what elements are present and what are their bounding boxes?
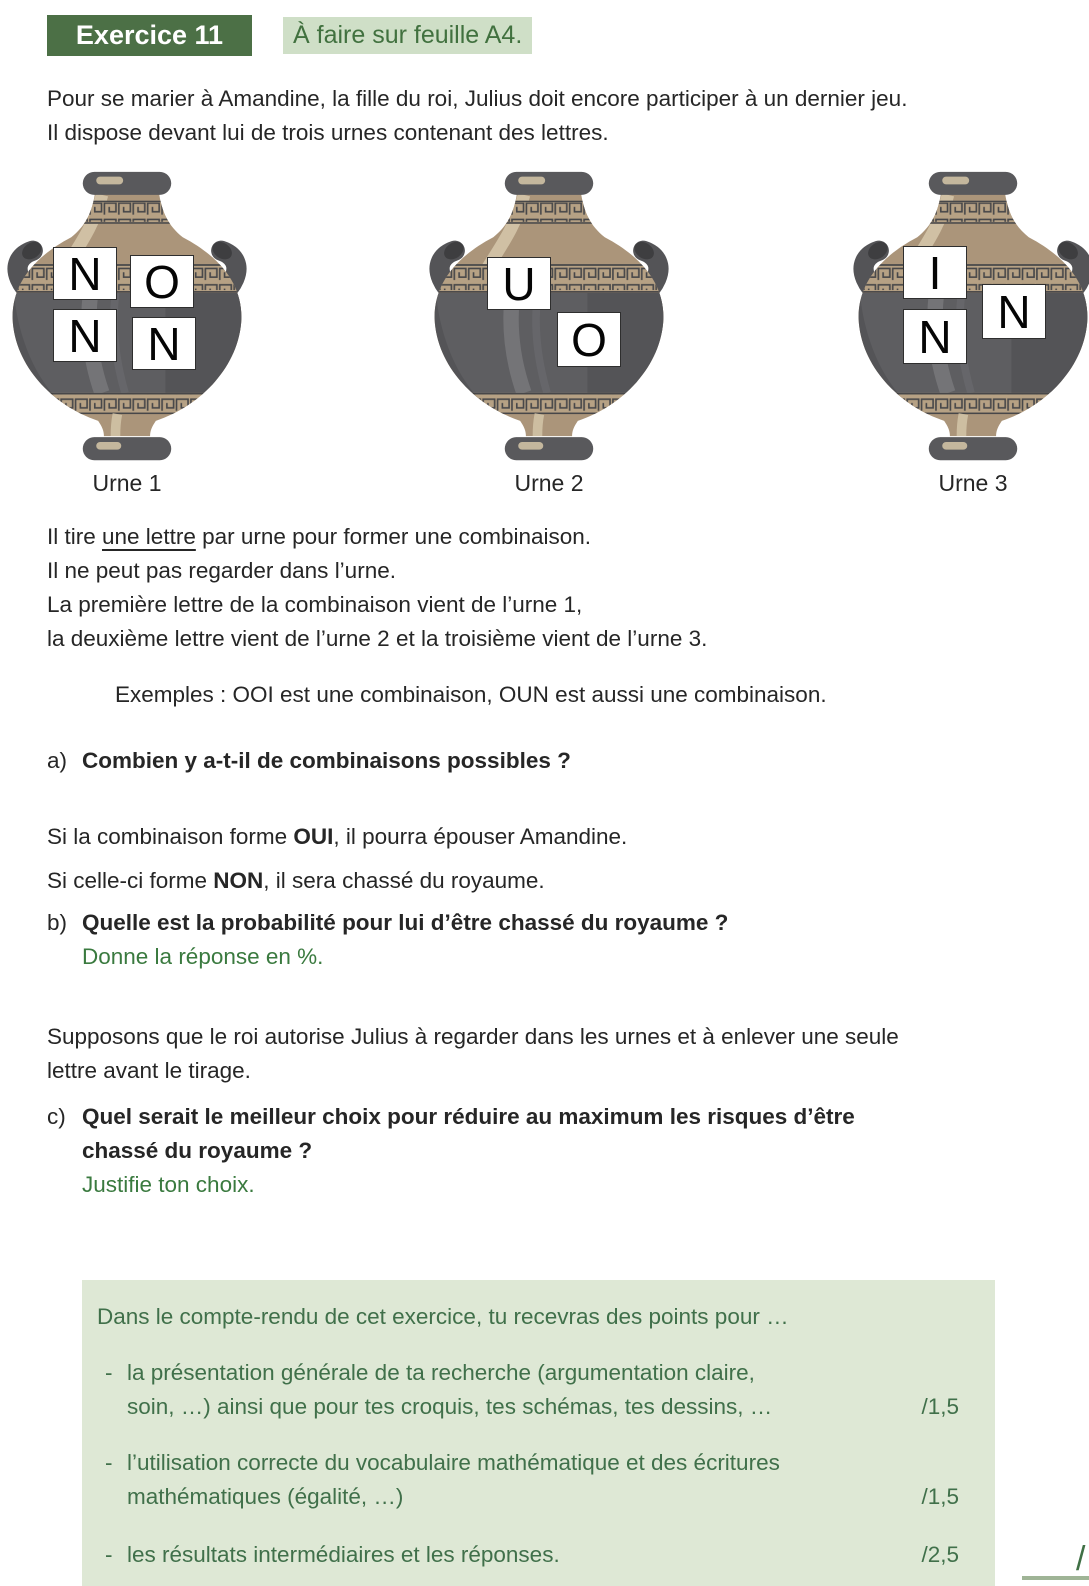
- scoring-item-3: [97, 1538, 959, 1572]
- question-b-hint: Donne la réponse en %.: [82, 944, 324, 969]
- greek-key-band-shoulder: [2, 264, 252, 293]
- suppose-paragraph: [47, 1020, 1052, 1088]
- rule-line-3: La première lettre de la combinaison vient de l’urne 1,: [47, 592, 583, 617]
- question-b: [47, 906, 1052, 940]
- urn-3-label: Urne 3: [938, 470, 1008, 496]
- amphora-illustration: [848, 168, 1089, 466]
- exercise-title-box: [47, 15, 252, 56]
- scoring-item-2-points: /1,5: [921, 1484, 959, 1509]
- statement-oui: [47, 820, 1052, 854]
- greek-key-band-lower: [2, 393, 252, 414]
- scoring-item-1: [97, 1356, 959, 1424]
- statement-oui-pre: Si la combinaison forme: [47, 824, 294, 849]
- urn-1: [2, 168, 252, 497]
- rule-line-4: la deuxième lettre vient de l’urne 2 et la troisième vient de l’urne 3.: [47, 626, 708, 651]
- page-bottom-slash-fragment: /: [1076, 1540, 1086, 1578]
- question-b-text: Quelle est la probabilité pour lui d’être chassé du royaume ?: [82, 910, 729, 935]
- statement-oui-word: OUI: [293, 824, 334, 849]
- question-a-label: a): [47, 748, 68, 773]
- question-b-label: b): [47, 910, 68, 935]
- rule-line-1-underlined: une lettre: [102, 524, 196, 549]
- letter-tile: N: [53, 309, 117, 362]
- letter-tile: N: [132, 317, 196, 370]
- scoring-item-2: [97, 1446, 959, 1514]
- statement-non-word: NON: [213, 868, 264, 893]
- urn-1-label: Urne 1: [92, 470, 162, 496]
- letter-tile: N: [982, 284, 1046, 339]
- question-c-line-2: chassé du royaume ?: [82, 1138, 313, 1163]
- bullet-dash: -: [105, 1450, 113, 1475]
- bullet-dash: -: [105, 1542, 113, 1567]
- scoring-item-1-line-1: la présentation générale de ta recherche (argumentation claire,: [127, 1360, 755, 1385]
- statement-non-pre: Si celle-ci forme: [47, 868, 214, 893]
- question-a-text: Combien y a-t-il de combinaisons possibles ?: [82, 748, 571, 773]
- statement-oui-post: , il pourra épouser Amandine.: [333, 824, 628, 849]
- scoring-item-2-line-2: mathématiques (égalité, …): [127, 1484, 404, 1509]
- suppose-line-1: Supposons que le roi autorise Julius à regarder dans les urnes et à enlever une seule: [47, 1024, 899, 1049]
- rule-line-1-post: par urne pour former une combinaison.: [195, 524, 592, 549]
- question-c-label: c): [47, 1104, 66, 1129]
- question-c-line-1: Quel serait le meilleur choix pour réduire au maximum les risques d’être: [82, 1104, 855, 1129]
- letter-tile: N: [53, 247, 117, 300]
- scoring-item-3-line-1: les résultats intermédiaires et les réponses.: [127, 1542, 560, 1567]
- urn-3: [848, 168, 1089, 497]
- rule-line-2: Il ne peut pas regarder dans l’urne.: [47, 558, 396, 583]
- letter-tile: I: [903, 246, 967, 299]
- question-c: [47, 1100, 1052, 1168]
- rule-line-1-pre: Il tire: [47, 524, 103, 549]
- suppose-line-2: lettre avant le tirage.: [47, 1058, 251, 1083]
- statement-non: [47, 864, 1052, 898]
- urn-2: [424, 168, 674, 497]
- scoring-item-1-text: [127, 1356, 907, 1424]
- rule-line-1: [47, 520, 1052, 554]
- letter-tile: O: [130, 255, 194, 308]
- letter-tile: U: [487, 257, 551, 310]
- amphora-illustration: [424, 168, 674, 466]
- scoring-item-3-points: /2,5: [921, 1542, 959, 1567]
- intro-line-2: Il dispose devant lui de trois urnes contenant des lettres.: [47, 120, 609, 145]
- instruction-badge: [283, 17, 532, 54]
- question-c-hint: Justifie ton choix.: [82, 1172, 255, 1197]
- scoring-item-1-points: /1,5: [921, 1394, 959, 1419]
- statement-non-post: , il sera chassé du royaume.: [263, 868, 545, 893]
- scoring-item-1-line-2: soin, …) ainsi que pour tes croquis, tes schémas, tes dessins, …: [127, 1394, 773, 1419]
- greek-key-band-neck: [2, 201, 252, 224]
- scoring-intro: Dans le compte-rendu de cet exercice, tu recevras des points pour …: [97, 1304, 789, 1329]
- bullet-dash: -: [105, 1360, 113, 1385]
- scoring-item-2-text: [127, 1446, 907, 1514]
- question-a: [47, 744, 1052, 778]
- scoring-item-3-text: [127, 1538, 907, 1572]
- letter-tile: O: [557, 312, 621, 367]
- letter-tile: N: [903, 309, 967, 364]
- instruction-badge-text: À faire sur feuille A4.: [293, 21, 523, 49]
- urn-2-label: Urne 2: [514, 470, 584, 496]
- scoring-box: [82, 1280, 995, 1586]
- scoring-item-2-line-1: l’utilisation correcte du vocabulaire mathématique et des écritures: [127, 1450, 780, 1475]
- exercise-title: Exercice 11: [75, 20, 224, 50]
- examples-line: Exemples : OOI est une combinaison, OUN est aussi une combinaison.: [115, 682, 827, 707]
- intro-line-1: Pour se marier à Amandine, la fille du roi, Julius doit encore participer à un dernier jeu.: [47, 86, 908, 111]
- amphora-illustration: [2, 168, 252, 466]
